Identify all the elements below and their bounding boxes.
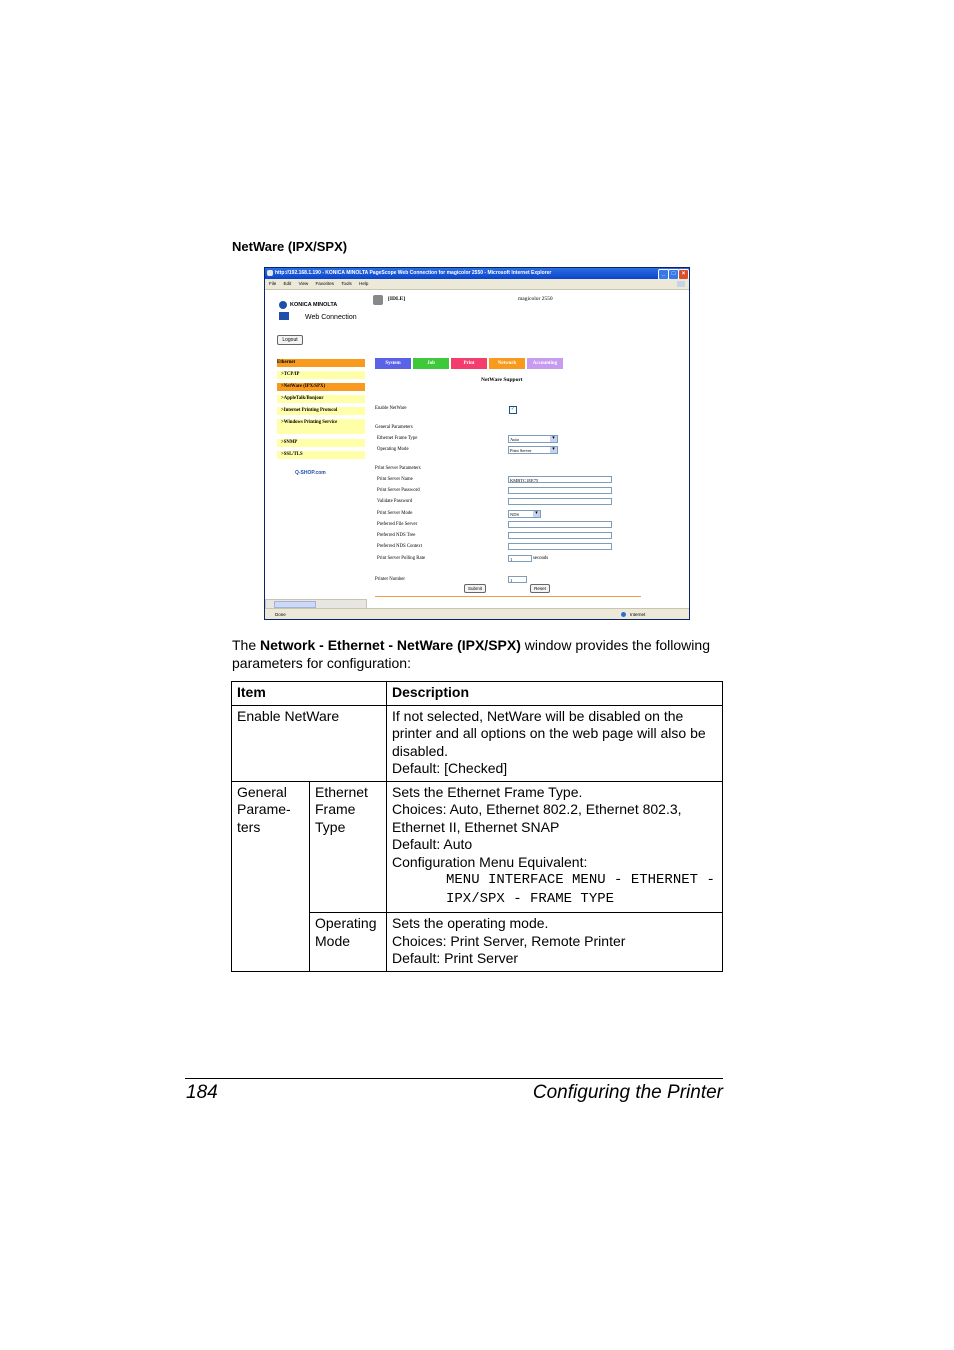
- sidebar-item-ipp[interactable]: >Internet Printing Protocol: [277, 407, 365, 415]
- pref-nds-tree-input[interactable]: [508, 532, 612, 539]
- desc-default: Default: Auto: [392, 836, 473, 852]
- menu-bar: [265, 279, 689, 290]
- tab-job[interactable]: Job: [413, 358, 449, 369]
- submit-button[interactable]: Submit: [464, 584, 486, 593]
- desc-text: If not selected, NetWare will be disabled on the printer and all options on the web page will also be disabled.: [392, 707, 706, 759]
- ps-password-input[interactable]: [508, 487, 612, 494]
- printer-number-input[interactable]: 1: [508, 576, 527, 583]
- tab-system[interactable]: System: [375, 358, 411, 369]
- intro-window-name: Network - Ethernet - NetWare (IPX/SPX): [260, 637, 521, 653]
- sidebar-item-netware[interactable]: >NetWare (IPX/SPX): [277, 383, 365, 391]
- desc-default: Default: Print Server: [392, 950, 519, 966]
- konica-logo-icon: [279, 301, 287, 309]
- ps-name-label: Print Server Name: [377, 477, 413, 482]
- tab-network[interactable]: Network: [489, 358, 525, 369]
- menu-favorites[interactable]: Favorites: [315, 281, 335, 286]
- validate-password-label: Validate Password: [377, 499, 413, 504]
- qshop-link[interactable]: Q-SHOP.com: [295, 470, 326, 476]
- intro-pre: The: [232, 637, 261, 653]
- model-name: magicolor 2550: [518, 296, 553, 302]
- menu-tools[interactable]: Tools: [341, 281, 352, 286]
- status-zone: Internet: [630, 612, 646, 617]
- sidebar-item-appletalk[interactable]: >AppleTalk/Bonjour: [277, 395, 365, 403]
- pref-file-server-input[interactable]: [508, 521, 612, 528]
- operating-mode-label: Operating Mode: [377, 447, 409, 452]
- desc-menu-label: Configuration Menu Equivalent:: [392, 853, 588, 870]
- printer-icon: [373, 295, 383, 305]
- page-number: 184: [186, 1082, 218, 1103]
- printer-status: [IDLE]: [388, 296, 406, 302]
- table-row: [232, 781, 723, 913]
- desc-menu-path: MENU INTERFACE MENU - ETHERNET - IPX/SPX - FRAME TYPE: [446, 872, 715, 907]
- polling-rate-label: Print Server Polling Rate: [377, 556, 426, 561]
- sidebar-item-ethernet[interactable]: Ethernet: [277, 359, 365, 367]
- row-item: Ethernet Frame Type: [310, 781, 387, 913]
- windows-flag-icon: [677, 281, 685, 287]
- pref-nds-context-label: Preferred NDS Context: [377, 544, 423, 549]
- tab-accounting[interactable]: Accounting: [527, 358, 563, 369]
- ps-password-label: Print Server Password: [377, 488, 420, 493]
- chapter-title: Configuring the Printer: [532, 1082, 723, 1103]
- brand-name: KONICA MINOLTA: [290, 302, 338, 308]
- col-header-description: Description: [387, 682, 723, 706]
- frame-type-select[interactable]: Auto ▾: [508, 435, 558, 443]
- seconds-label: seconds: [533, 556, 549, 561]
- page-content: [265, 290, 689, 598]
- general-params-label: General Parameters: [375, 425, 413, 430]
- sidebar-item-snmp[interactable]: >SNMP: [277, 439, 365, 447]
- intro-post: window provides the following parameters for configuration:: [232, 637, 710, 671]
- printer-number-label: Printer Number: [375, 577, 405, 582]
- product-name: Web Connection: [305, 314, 357, 321]
- sidebar-item-tcpip[interactable]: >TCP/IP: [277, 371, 365, 379]
- tab-print[interactable]: Print: [451, 358, 487, 369]
- footer-rule: [185, 1078, 723, 1079]
- reset-button[interactable]: Reset: [530, 584, 550, 593]
- section-heading: NetWare (IPX/SPX): [232, 239, 348, 254]
- status-bar: [265, 608, 689, 620]
- enable-netware-label: Enable NetWare: [375, 406, 407, 411]
- window-title: http://192.168.1.190 - KONICA MINOLTA PageScope Web Connection for magicolor 2550 - Microsoft Internet Explorer: [275, 270, 552, 276]
- desc-text: Sets the operating mode.: [392, 915, 549, 931]
- row-description: [387, 705, 723, 781]
- ps-mode-label: Print Server Mode: [377, 511, 413, 516]
- polling-rate-input[interactable]: 1: [508, 555, 532, 562]
- operating-mode-select[interactable]: Print Server ▾: [508, 446, 558, 454]
- desc-choices: Choices: Auto, Ethernet 802.2, Ethernet 802.3, Ethernet II, Ethernet SNAP: [392, 801, 682, 835]
- col-header-item: Item: [232, 682, 387, 706]
- divider: [375, 596, 641, 597]
- row-item: Operating Mode: [310, 913, 387, 972]
- row-description: [387, 781, 723, 913]
- desc-default: Default: [Checked]: [392, 760, 508, 776]
- frame-type-label: Ethernet Frame Type: [377, 436, 418, 441]
- table-row: [232, 705, 723, 781]
- minimize-icon[interactable]: _: [658, 269, 669, 280]
- menu-help[interactable]: Help: [359, 281, 369, 286]
- menu-edit[interactable]: Edit: [283, 281, 292, 286]
- ps-name-input[interactable]: KMBTC1EE75: [508, 476, 612, 483]
- validate-password-input[interactable]: [508, 498, 612, 505]
- menu-view[interactable]: View: [298, 281, 309, 286]
- row-group: General Parame-ters: [232, 781, 310, 971]
- menu-file[interactable]: File: [269, 281, 277, 286]
- maximize-icon[interactable]: □: [668, 269, 679, 280]
- sidebar-item-ssl[interactable]: >SSL/TLS: [277, 451, 365, 459]
- pref-nds-tree-label: Preferred NDS Tree: [377, 533, 416, 538]
- browser-window-screenshot: [264, 267, 690, 620]
- pagescope-icon: [279, 312, 289, 320]
- logout-button[interactable]: Logout: [277, 335, 303, 345]
- ps-mode-select[interactable]: NDS ▾: [508, 510, 541, 518]
- section-title: NetWare Support: [481, 377, 523, 383]
- ps-params-label: Print Server Parameters: [375, 466, 421, 471]
- scroll-thumb[interactable]: [274, 601, 316, 608]
- intro-paragraph: [232, 636, 732, 672]
- title-bar: [265, 268, 689, 279]
- parameter-table: [231, 681, 723, 972]
- row-item: Enable NetWare: [232, 705, 387, 781]
- close-icon[interactable]: ×: [678, 269, 689, 280]
- status-done: Done: [275, 612, 286, 617]
- sidebar-item-windows-printing[interactable]: >Windows Printing Service: [277, 419, 365, 434]
- globe-icon: [621, 612, 626, 617]
- row-description: [387, 913, 723, 972]
- pref-file-server-label: Preferred File Server: [377, 522, 418, 527]
- pref-nds-context-input[interactable]: [508, 543, 612, 550]
- ie-icon: [267, 270, 273, 276]
- enable-netware-checkbox[interactable]: ✓: [510, 407, 516, 412]
- desc-text: Sets the Ethernet Frame Type.: [392, 783, 583, 800]
- desc-choices: Choices: Print Server, Remote Printer: [392, 932, 626, 949]
